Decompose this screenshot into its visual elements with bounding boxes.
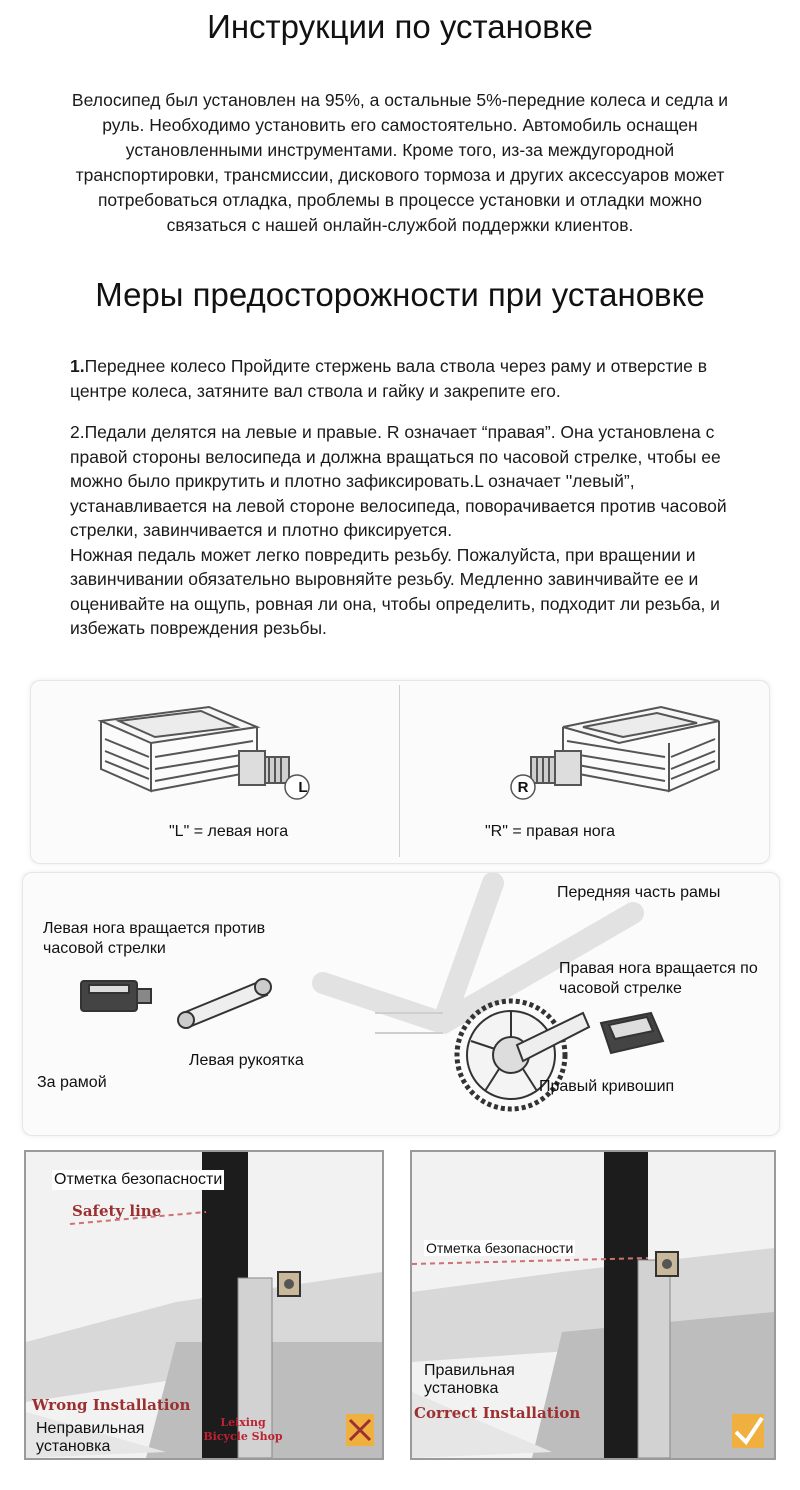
frame-front-label: Передняя часть рамы bbox=[557, 884, 721, 901]
panel-divider bbox=[399, 685, 400, 857]
right-pedal-illustration bbox=[501, 699, 731, 819]
right-crank-label: Правый кривошип bbox=[539, 1078, 675, 1095]
correct-safety-mark-label: Отметка безопасности bbox=[426, 1240, 574, 1256]
left-pedal-illustration bbox=[89, 699, 319, 819]
left-crank-label: Левая рукоятка bbox=[189, 1052, 304, 1069]
intro-text: Велосипед был установлен на 95%, а остальные 5%-передние колеса и седла и руль. Необходимо установить его самостоятельно. Автомобиль оснащен установленными инструментами. Кроме того, из-за междугородной транспортировки, трансмиссии, дискового тормоза и других аксессуаров может потребоваться отладка, проблемы в процессе установки и отладки можно связаться с нашей онлайн-службой поддержки клиентов. bbox=[71, 90, 729, 235]
install-heading: Инструкции по установке bbox=[207, 8, 593, 45]
left-rotation-label: Левая нога вращается против часовой стрелки bbox=[43, 920, 266, 957]
right-pedal-letter: R bbox=[517, 779, 529, 796]
step-1-number: 1. bbox=[70, 356, 85, 376]
step-2-note: Ножная педаль может легко повредить резьбу. Пожалуйста, при вращении и завинчивании обязательно выровняйте резьбу. Медленно завинчивайте ее и оценивайте на ощупь, ровная ли она, чтобы определить, подходит ли резьба, и избежать повреждения резьбы. bbox=[70, 544, 720, 638]
wrong-safety-mark-label: Отметка безопасности bbox=[54, 1171, 223, 1188]
behind-frame-label: За рамой bbox=[37, 1074, 107, 1091]
right-rotation-label: Правая нога вращается по часовой стрелке bbox=[559, 960, 758, 997]
precautions-heading: Меры предосторожности при установке bbox=[95, 276, 705, 313]
step-2 bbox=[70, 420, 760, 641]
step-1 bbox=[70, 354, 760, 403]
pedals-panel bbox=[30, 680, 770, 864]
wrong-installation-en: Wrong Installation bbox=[32, 1396, 191, 1414]
wrong-installation-photo bbox=[24, 1150, 384, 1460]
correct-installation-photo bbox=[410, 1150, 776, 1460]
right-pedal-caption: "R" = правая нога bbox=[485, 823, 616, 840]
shop-watermark: Leixing Bicycle Shop bbox=[203, 1416, 283, 1443]
wrong-safety-line-label: Safety line bbox=[72, 1202, 162, 1220]
step-1-text: Переднее колесо Пройдите стержень вала ствола через раму и отверстие в центре колеса, затяните вал ствола и гайку и закрепите его. bbox=[70, 356, 708, 401]
correct-installation-en: Correct Installation bbox=[414, 1404, 581, 1422]
correct-installation-ru: Правильная установка bbox=[424, 1362, 515, 1397]
wrong-installation-ru: Неправильная установка bbox=[36, 1420, 145, 1455]
left-pedal-letter: L bbox=[298, 779, 308, 796]
step-2-text: 2.Педали делятся на левые и правые. R означает “правая”. Она установлена с правой стороны велосипеда и должна вращаться по часовой стрелке, чтобы ее можно было прикрутить и плотно зафиксировать.L означает ''левый”, устанавливается на левой стороне велосипеда, поворачивается против часовой стрелки, завинчивается и плотно фиксируется. bbox=[70, 422, 727, 540]
left-pedal-caption: "L" = левая нога bbox=[169, 823, 289, 840]
crank-panel bbox=[22, 872, 780, 1136]
